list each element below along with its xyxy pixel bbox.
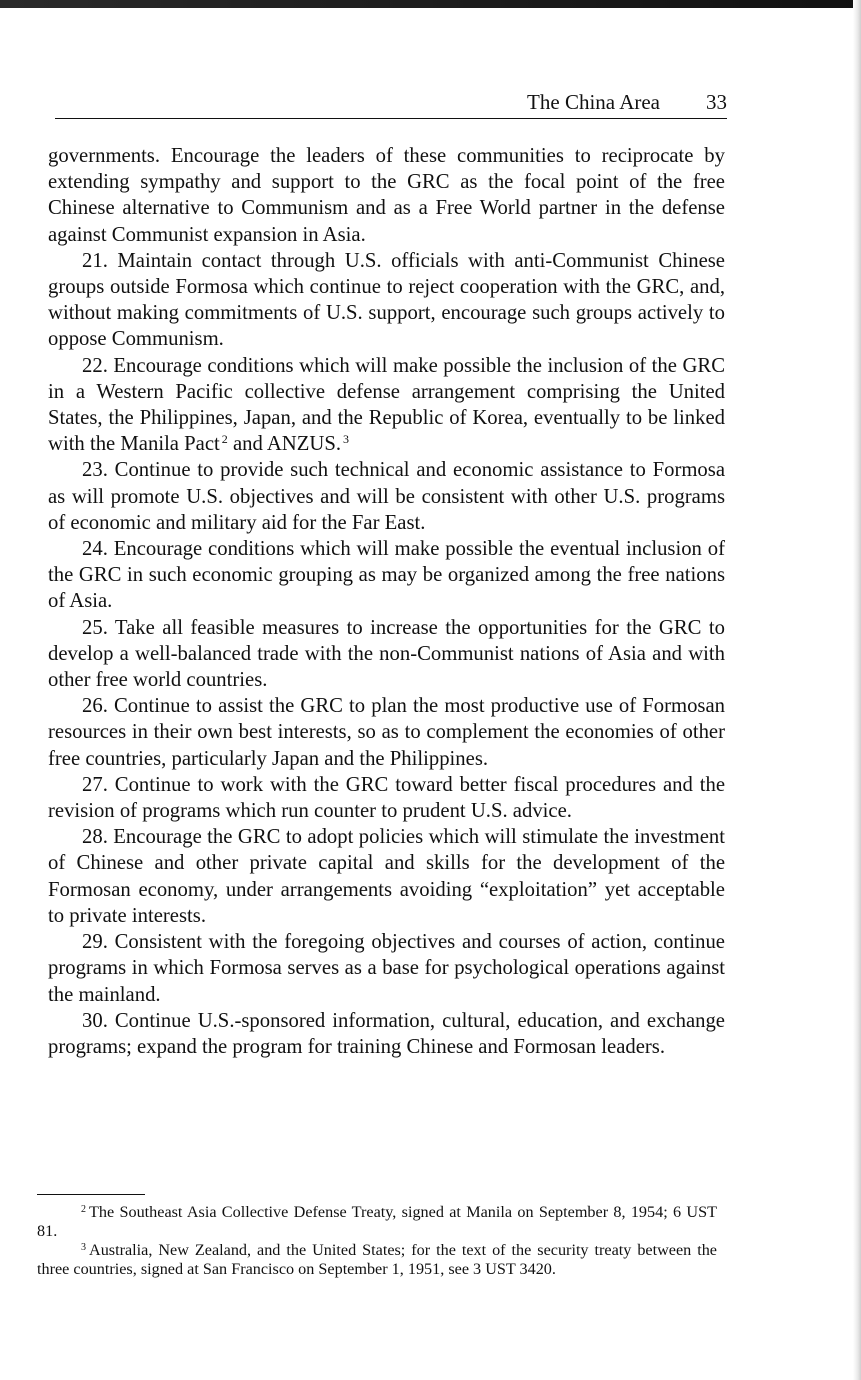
scan-edge-right <box>853 0 861 1380</box>
footnote-ref-3[interactable]: 3 <box>343 432 350 447</box>
footnote-divider <box>37 1194 145 1195</box>
paragraph-22 <box>48 353 725 458</box>
paragraph-23: 23. Continue to provide such technical and economic assistance to Formosa as will promote U.S. objectives and will be consistent with other U.S. programs of economic and military aid for the Far East. <box>48 459 725 534</box>
footnote-3-text: Australia, New Zealand, and the United States; for the text of the security treaty between the three countries, signed at San Francisco on September 1, 1951, see 3 UST 3420. <box>37 1241 717 1278</box>
paragraph-continued: governments. Encourage the leaders of these communities to reciprocate by extending sympathy and support to the GRC as the focal point of the free Chinese alternative to Communism and as a Free World partner in the defense against Communist expansion in Asia. <box>48 145 725 246</box>
paragraph-27: 27. Continue to work with the GRC toward better fiscal procedures and the revision of programs which run counter to prudent U.S. advice. <box>48 773 725 823</box>
paragraph-25: 25. Take all feasible measures to increase the opportunities for the GRC to develop a well-balanced trade with the non-Communist nations of Asia and with other free world countries. <box>48 616 725 692</box>
paragraph-22-tail: and ANZUS. <box>227 433 342 456</box>
paragraph-28: 28. Encourage the GRC to adopt policies which will stimulate the investment of Chinese and other private capital and skills for the development of the Formosan economy, under arrangements avoiding “exploitation” yet acceptable to private interests. <box>48 826 725 927</box>
page-number: 33 <box>706 90 727 114</box>
footnote-marker-3: 3 <box>81 1242 86 1253</box>
footnote-ref-2[interactable]: 2 <box>221 432 228 447</box>
paragraph-30: 30. Continue U.S.-sponsored information, cultural, education, and exchange programs; expand the program for training Chinese and Formosan leaders. <box>48 1009 725 1058</box>
running-header <box>55 88 727 119</box>
paragraph-29: 29. Consistent with the foregoing objectives and courses of action, continue programs in which Formosa serves as a base for psychological operations against the mainland. <box>48 931 725 1006</box>
running-title: The China Area <box>527 90 660 114</box>
paragraph-21: 21. Maintain contact through U.S. officials with anti-Communist Chinese groups outside Formosa which continue to reject cooperation with the GRC, and, without making commitments of U.S. support, encourage such groups actively to oppose Communism. <box>48 249 725 351</box>
footnotes <box>37 1203 717 1279</box>
footnote-marker-2: 2 <box>81 1204 86 1215</box>
paragraph-26: 26. Continue to assist the GRC to plan the most productive use of Formosan resources in their own best interests, so as to complement the economies of other free countries, particularly Japan and the Philippines. <box>48 695 725 770</box>
paragraph-24: 24. Encourage conditions which will make possible the eventual inclusion of the GRC in such economic grouping as may be organized among the free nations of Asia. <box>48 538 725 613</box>
scan-edge-top <box>0 0 861 8</box>
footnote-2 <box>37 1203 717 1241</box>
body-text <box>48 143 725 1060</box>
footnote-2-text: The Southeast Asia Collective Defense Treaty, signed at Manila on September 8, 1954; 6 UST 81. <box>37 1203 717 1240</box>
paragraph-22-text: 22. Encourage conditions which will make possible the inclusion of the GRC in a Western Pacific collective defense arrangement comprising the United States, the Philippines, Japan, and the Republic of Korea, eventually to be linked with the Manila Pact <box>48 354 725 456</box>
footnote-3 <box>37 1241 717 1279</box>
